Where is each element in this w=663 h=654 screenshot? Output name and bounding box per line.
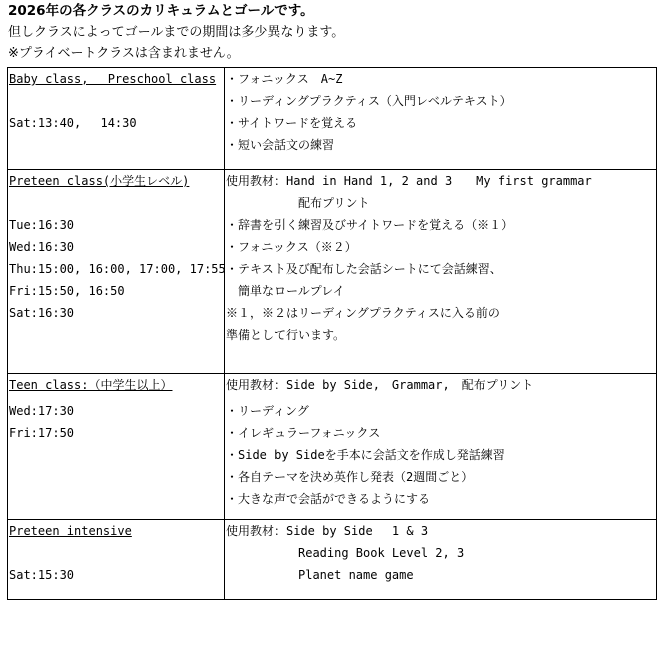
curriculum-line: ・サイトワードを覚える: [226, 116, 358, 130]
private-class-note: ※プライベートクラスは含まれません。: [8, 46, 240, 61]
schedule-line: Fri:15:50, 16:50: [9, 284, 125, 298]
page-title: 2026年の各クラスのカリキュラムとゴールです。: [8, 3, 314, 19]
curriculum-cell: [225, 374, 657, 520]
class-name: Preteen intensive: [9, 524, 132, 538]
class-name: Preteen class(小学生レベル): [9, 174, 190, 188]
footnote-line: 準備として行います。: [226, 328, 346, 342]
curriculum-line: ・フォニックス（※２）: [226, 240, 357, 254]
curriculum-cell: [225, 68, 657, 170]
curriculum-line: ・テキスト及び配布した会話シートにて会話練習、: [226, 262, 502, 276]
schedule-line: Tue:16:30: [9, 218, 75, 232]
curriculum-cell: [225, 520, 657, 600]
class-info-cell: [8, 374, 225, 520]
table-row-preteen-intensive: [8, 520, 657, 600]
schedule-line: Sat:15:30: [9, 568, 75, 582]
curriculum-line: ・短い会話文の練習: [226, 138, 335, 152]
spacer: [9, 542, 224, 564]
spacer: [9, 192, 224, 214]
document-header: [8, 0, 658, 64]
curriculum-line: ・フォニックス A~Z: [226, 72, 343, 86]
curriculum-line: ・Side by Sideを手本に会話文を作成し発話練習: [226, 448, 505, 462]
materials-line: 使用教材：Side by Side 1 & 3: [226, 524, 429, 538]
curriculum-line: ・大きな声で会話ができるようにする: [226, 492, 431, 506]
schedule-line: Fri:17:50: [9, 426, 75, 440]
curriculum-line: ・リーディング: [226, 404, 309, 418]
materials-line: Reading Book Level 2, 3: [298, 546, 465, 560]
schedule-line: Sat:13:40, 14:30: [9, 116, 137, 130]
period-note: 但しクラスによってゴールまでの期間は多少異なります。: [8, 25, 345, 40]
class-name: Baby class, Preschool class: [9, 72, 217, 86]
curriculum-line: ・リーディングプラクティス（入門レベルテキスト）: [226, 94, 512, 108]
class-info-cell: [8, 520, 225, 600]
curriculum-table: [7, 67, 657, 600]
class-info-cell: [8, 68, 225, 170]
table-row-preteen: [8, 170, 657, 374]
class-name: Teen class:（中学生以上）: [9, 378, 173, 392]
schedule-line: Wed:16:30: [9, 240, 75, 254]
materials-line: 使用教材：Side by Side, Grammar, 配布プリント: [226, 378, 534, 392]
activity-line: Planet name game: [298, 568, 414, 582]
curriculum-line: 簡単なロールプレイ: [238, 284, 345, 298]
schedule-line: Wed:17:30: [9, 404, 75, 418]
schedule-line: Sat:16:30: [9, 306, 75, 320]
footnote-line: ※１，※２はリーディングプラクティスに入る前の: [226, 306, 500, 320]
materials-line: 配布プリント: [298, 196, 370, 210]
curriculum-line: ・各自テーマを決め英作し発表（2週間ごと）: [226, 470, 474, 484]
curriculum-line: ・辞書を引く練習及びサイトワードを覚える（※１）: [226, 218, 514, 232]
curriculum-cell: [225, 170, 657, 374]
table-row-teen: [8, 374, 657, 520]
table-row-baby-preschool: [8, 68, 657, 170]
class-info-cell: [8, 170, 225, 374]
spacer: [9, 90, 224, 112]
schedule-line: Thu:15:00, 16:00, 17:00, 17:55: [9, 262, 226, 276]
materials-line: 使用教材：Hand in Hand 1, 2 and 3 My first grammar: [226, 174, 592, 188]
curriculum-line: ・イレギュラーフォニックス: [226, 426, 381, 440]
